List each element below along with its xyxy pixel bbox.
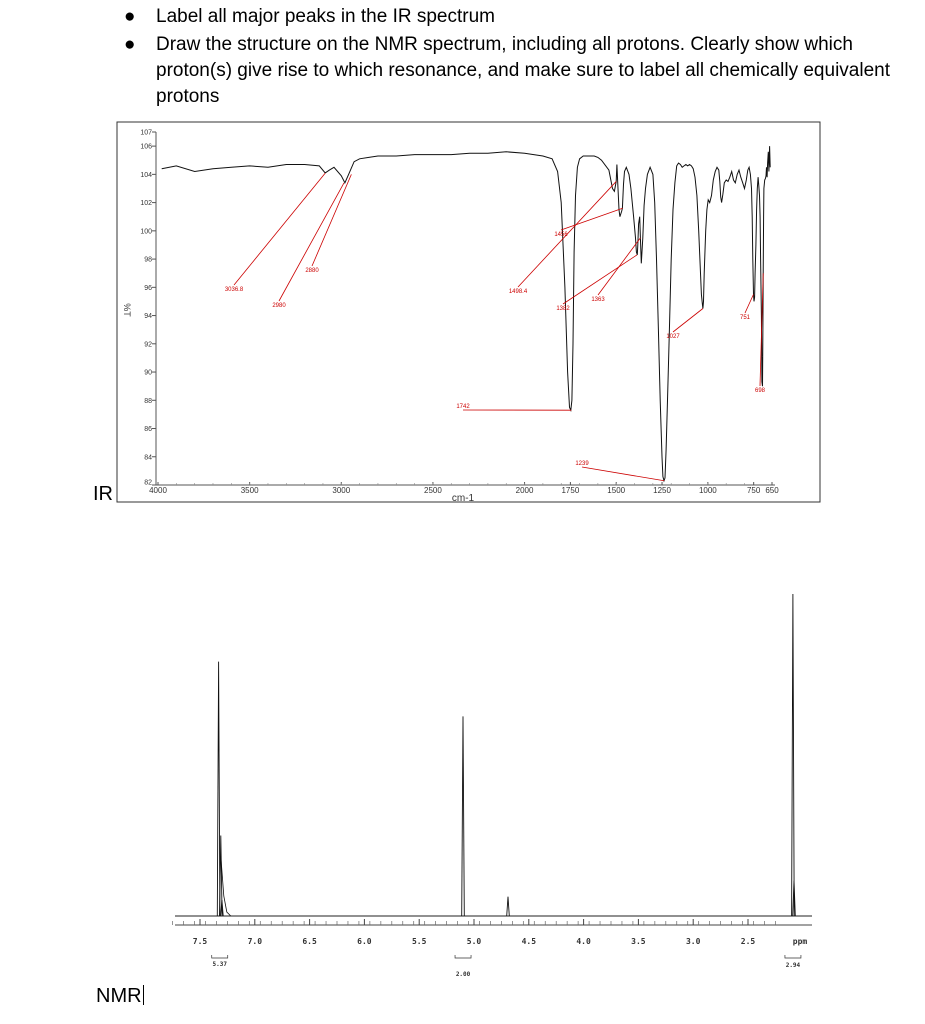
- nmr-x-tick-label: 6.0: [357, 937, 372, 946]
- ir-y-tick-label: 100: [140, 228, 152, 236]
- ir-x-tick-label: 1000: [698, 486, 717, 495]
- ir-peak-label: 2880: [305, 268, 319, 274]
- ir-peak-label: 1239: [575, 461, 589, 467]
- ir-x-tick-label: 2500: [424, 486, 442, 495]
- nmr-label-text: NMR: [96, 985, 142, 1007]
- ir-peak-label: 1742: [456, 404, 470, 410]
- ir-peak-label: 751: [739, 315, 751, 321]
- ir-y-tick-label: 84: [144, 454, 152, 462]
- ir-peak-label: 1382: [556, 306, 570, 312]
- ir-peak-label: 1027: [666, 334, 680, 340]
- ir-y-axis-title: %T: [122, 303, 132, 317]
- nmr-x-tick-label: 7.5: [192, 937, 208, 946]
- nmr-x-tick-label: 4.0: [576, 937, 591, 946]
- ir-peak-label: 698: [754, 388, 766, 394]
- ir-peak-label: 1498.4: [508, 289, 528, 295]
- nmr-x-tick-label: 6.5: [302, 937, 317, 946]
- ir-y-tick-label: 107: [140, 129, 152, 137]
- ir-y-tick-label: 94: [144, 313, 152, 321]
- ir-y-tick-label: 104: [140, 171, 152, 179]
- instruction-text: Draw the structure on the NMR spectrum, including all protons. Clearly show which proton(s) give rise to which resonance, and make sure to label all chemically equivalent protons: [156, 34, 890, 107]
- ir-y-tick-label: 88: [144, 397, 152, 405]
- nmr-x-tick-label: 3.5: [631, 937, 646, 946]
- ir-y-tick-label: 106: [140, 143, 152, 151]
- ir-peak-label: 1363: [591, 297, 605, 303]
- bullet-icon: ●: [124, 6, 136, 27]
- nmr-peak: [462, 716, 465, 916]
- ir-y-tick-label: 102: [140, 200, 152, 208]
- nmr-x-tick-label: 2.5: [740, 937, 756, 946]
- nmr-x-tick-label: 4.5: [521, 937, 537, 946]
- ir-y-tick-label: 96: [144, 284, 152, 292]
- instruction-text: Label all major peaks in the IR spectrum: [156, 6, 495, 27]
- nmr-x-tick-label: 3.0: [685, 937, 701, 946]
- nmr-integral-bracket: [455, 955, 471, 958]
- ir-x-tick-label: 3500: [240, 486, 259, 495]
- ir-y-tick-label: 82: [144, 479, 152, 487]
- nmr-integral-label: 2.94: [785, 962, 801, 969]
- nmr-x-axis-title: ppm: [792, 937, 808, 946]
- nmr-integral-label: 2.00: [455, 971, 471, 978]
- ir-x-tick-label: 1250: [653, 486, 671, 495]
- ir-peak-label: 2980: [272, 303, 286, 309]
- ir-x-tick-label: 1750: [561, 486, 580, 495]
- ir-peak-label: 1456: [554, 232, 568, 238]
- nmr-integral-bracket: [212, 955, 228, 958]
- ir-label: IR: [93, 483, 113, 505]
- nmr-x-tick-label: 5.5: [411, 937, 427, 946]
- ir-x-axis-title: cm-1: [451, 493, 475, 504]
- ir-frame: [117, 122, 820, 502]
- nmr-peak: [792, 594, 795, 916]
- ir-peak-label: 3036.8: [224, 287, 244, 293]
- ir-x-tick-label: 1500: [607, 486, 626, 495]
- ir-y-tick-label: 98: [144, 256, 152, 264]
- bullet-icon: ●: [124, 34, 136, 55]
- ir-x-tick-label: 750: [746, 486, 761, 495]
- nmr-peak: [507, 897, 510, 916]
- ir-y-tick-label: 90: [144, 369, 152, 377]
- ir-y-tick-label: 92: [144, 341, 152, 349]
- ir-x-tick-label: 3000: [332, 486, 351, 495]
- nmr-x-tick-label: 5.0: [466, 937, 482, 946]
- ir-x-tick-label: 650: [765, 486, 779, 495]
- ir-x-tick-label: 4000: [149, 486, 167, 495]
- nmr-peak: [217, 662, 220, 916]
- nmr-integral-label: 5.37: [212, 961, 227, 968]
- nmr-integral-bracket: [785, 955, 801, 958]
- nmr-x-tick-label: 7.0: [247, 937, 263, 946]
- ir-y-tick-label: 86: [144, 426, 152, 434]
- ir-x-tick-label: 2000: [515, 486, 534, 495]
